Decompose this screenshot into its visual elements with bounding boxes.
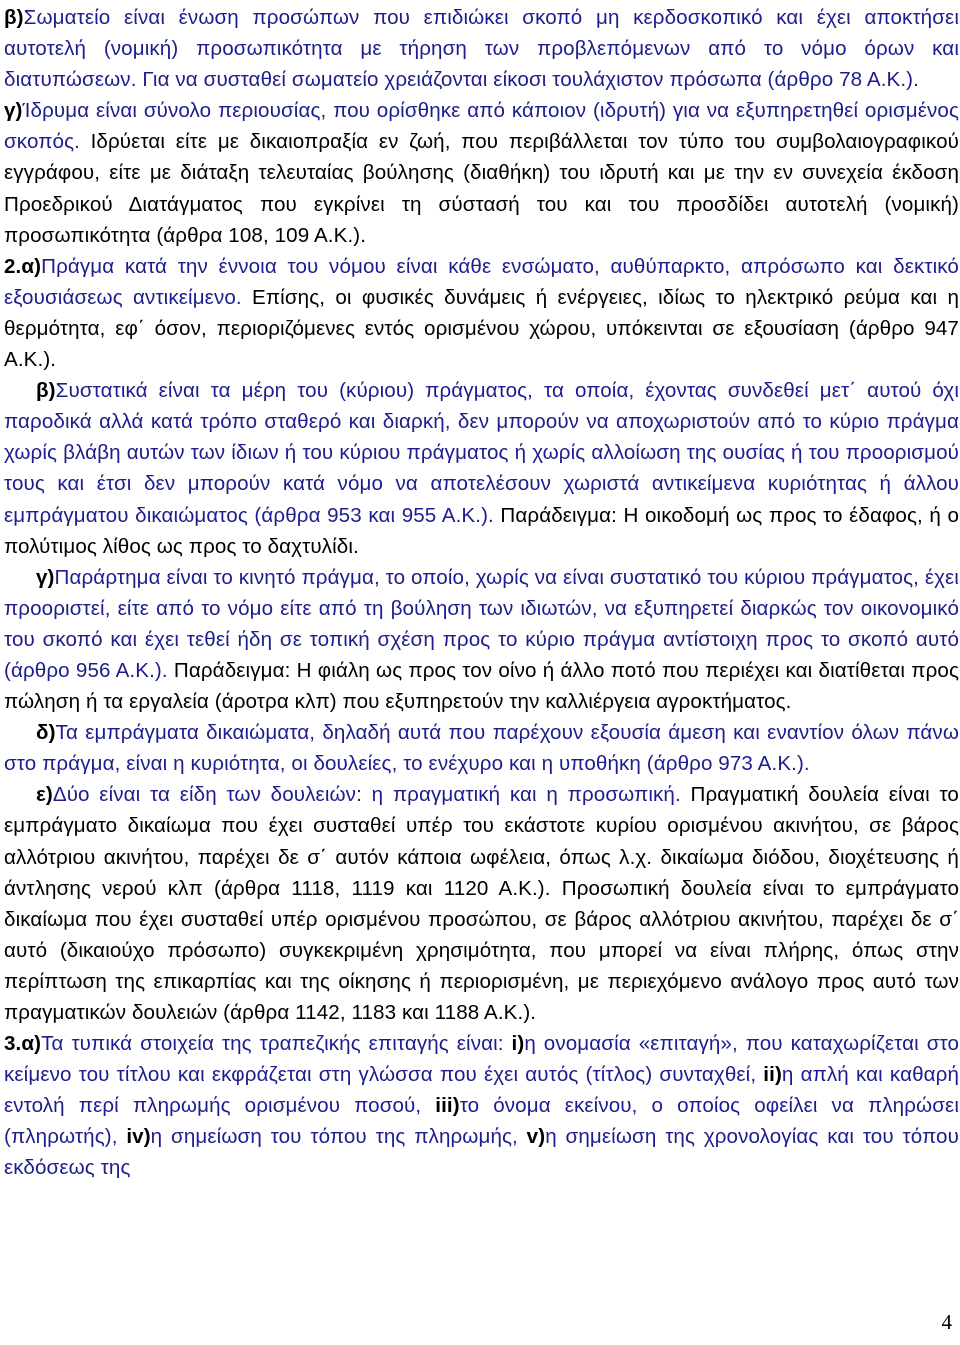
paragraph-text: Επίσης, οι φυσικές δυνάμεις ή ενέργειες, ιδίως το ηλεκτρικό ρεύμα και η θερμότητα, εφ΄ όσον, περιοριζόμενες εντός ορισμένου χώρου, υπόκεινται σε εξουσίαση (άρθρο 947 Α.Κ.).: [4, 285, 959, 372]
paragraph-text: Τα τυπικά στοιχεία της τραπεζικής επιταγής είναι:: [41, 1032, 512, 1056]
section-marker: γ): [36, 565, 55, 589]
paragraph-text: Πράγμα κατά την έννοια του νόμου είναι κάθε ενσώματο, αυθύπαρκτο, απρόσωπο και δεκτικό εξουσιάσεως αντικείμενο.: [4, 254, 959, 309]
paragraph-text: Παράδειγμα: Η φιάλη ως προς τον οίνο ή άλλο ποτό που περιέχει και διατίθεται προς πώληση ή τα εργαλεία (άροτρα κλπ) που εξυπηρετούν την καλλιέργεια αγροκτήματος.: [4, 658, 960, 714]
paragraph: [4, 375, 959, 562]
document-page: [4, 2, 959, 1184]
page-number: 4: [941, 1310, 952, 1334]
section-marker: ii): [763, 1063, 782, 1087]
paragraph-text: Δύο είναι τα είδη των δουλειών: η πραγματική και η προσωπική.: [52, 783, 681, 807]
section-marker: γ): [4, 99, 23, 123]
section-marker: iv): [126, 1125, 151, 1149]
section-marker: v): [526, 1125, 546, 1149]
section-marker: ε): [36, 783, 53, 807]
paragraph-text: Παράδειγμα: Η οικοδομή ως προς το έδαφος, ή ο πολύτιμος λίθος ως προς το δαχτυλίδι.: [4, 503, 959, 558]
paragraph-text: Πραγματική δουλεία είναι το εμπράγματο δικαίωμα που έχει συσταθεί υπέρ του εκάστοτε κυρίου ορισμένου ακινήτου, σε βάρος αλλότριου ακινήτου, παρέχει δε σ΄ αυτόν κάποια ωφέλεια, όπως λ.χ. δικαίωμα διόδου, διοχέτευσης ή άντλησης νερού κλπ (άρθρα 1118, 1119 και 1120 Α.Κ.). Προσωπική δουλεία είναι το εμπράγματο δικαίωμα που έχει συσταθεί υπέρ ορισμένου προσώπου, σε βάρος αλλότριου ακινήτου, παρέχει δε σ΄ αυτό (δικαιούχο πρόσωπο) συγκεκριμένη χρησιμότητα, που μπορεί να είναι πλήρης, όπως στην περίπτωση της επικαρπίας και της οίκησης ή περιορισμένη, με περιεχόμενο ανάλογο προς αυτό των πραγματικών δουλειών (άρθρα 1142, 1183 και 1188 Α.Κ.).: [4, 783, 959, 1024]
section-marker: 3.α): [4, 1032, 42, 1056]
paragraph-text: Παράρτημα είναι το κινητό πράγμα, το οποίο, χωρίς να είναι συστατικό του κύριου πράγματος, έχει προοριστεί, είτε από το νόμο είτε από τη βούληση των ιδιωτών, να εξυπηρετεί διαρκώς τον οικονομικό του σκοπό και έχει τεθεί ήδη σε τοπική σχέση προς το κύριο πράγμα αντίστοιχη προς το σκοπό αυτό (άρθρο 956 Α.Κ.).: [4, 565, 959, 682]
paragraph-text: το όνομα εκείνου, ο οποίος οφείλει να πληρώσει (πληρωτής),: [4, 1094, 959, 1149]
section-marker: iii): [435, 1094, 460, 1118]
paragraph: [4, 779, 959, 1028]
paragraph-text: η σημείωση του τόπου της πληρωμής,: [150, 1125, 527, 1149]
paragraph: [4, 95, 959, 250]
paragraph: [4, 251, 959, 375]
section-marker: δ): [36, 721, 56, 745]
section-marker: β): [4, 6, 24, 29]
paragraph-text: Σωματείο είναι ένωση προσώπων που επιδιώκει σκοπό μη κερδοσκοπικό και έχει αποκτήσει αυτοτελή (νομική) προσωπικότητα με τήρηση των προβλεπόμενων από το νόμο όρων και διατυπώσεων. Για να συσταθεί σωματείο χρειάζονται είκοσι τουλάχιστον πρόσωπα (άρθρο 78 Α.Κ.).: [4, 6, 959, 92]
paragraph-text: η σημείωση της χρονολογίας και του τόπου εκδόσεως της: [4, 1125, 959, 1180]
paragraph: [4, 1028, 959, 1183]
paragraph-text: Ίδρυμα είναι σύνολο περιουσίας, που ορίσθηκε από κάποιον (ιδρυτή) για να εξυπηρετηθεί ορισμένος σκοπός.: [4, 99, 959, 154]
paragraph: [4, 2, 959, 95]
paragraph-text: η απλή και καθαρή εντολή περί πληρωμής ορισμένου ποσού,: [4, 1063, 960, 1118]
section-marker: i): [511, 1032, 525, 1056]
document-body: [4, 2, 959, 1184]
paragraph: [4, 717, 959, 779]
section-marker: β): [36, 379, 56, 403]
section-marker: 2.α): [4, 254, 42, 278]
paragraph-text: Ιδρύεται είτε με δικαιοπραξία εν ζωή, που περιβάλλεται τον τύπο του συμβολαιογραφικού εγγράφου, είτε με διάταξη τελευταίας βούλησης (διαθήκη) του ιδρυτή και με την εν συνεχεία έκδοση Προεδρικού Διατάγματος που εγκρίνει τη σύστασή του και του προσδίδει αυτοτελή (νομική) προσωπικότητα (άρθρα 108, 109 Α.Κ.).: [4, 130, 959, 247]
paragraph: [4, 562, 959, 717]
paragraph-text: η ονομασία «επιταγή», που καταχωρίζεται στο κείμενο του τίτλου και εκφράζεται στη γλώσσα που έχει αυτός (τίτλος) συνταχθεί,: [4, 1032, 960, 1087]
paragraph-text: Τα εμπράγματα δικαιώματα, δηλαδή αυτά που παρέχουν εξουσία άμεση και εναντίον όλων πάνω στο πράγμα, είναι η κυριότητα, οι δουλείες, το ενέχυρο και η υποθήκη (άρθρο 973 Α.Κ.).: [4, 721, 959, 776]
paragraph-text: Συστατικά είναι τα μέρη του (κύριου) πράγματος, τα οποία, έχοντας συνδεθεί μετ΄ αυτού όχι παροδικά αλλά κατά τρόπο σταθερό και διαρκή, δεν μπορούν να αποχωριστούν από το κύριο πράγμα χωρίς βλάβη αυτών των ίδιων ή του κύριου πράγματος ή χωρίς αλλοίωση της ουσίας ή του προορισμού τους και έτσι δεν μπορούν κατά νόμο να αποτελέσουν χωριστά αντικείμενα κυριότητας ή άλλου εμπράγματου δικαιώματος (άρθρα 953 και 955 Α.Κ.).: [4, 379, 959, 527]
